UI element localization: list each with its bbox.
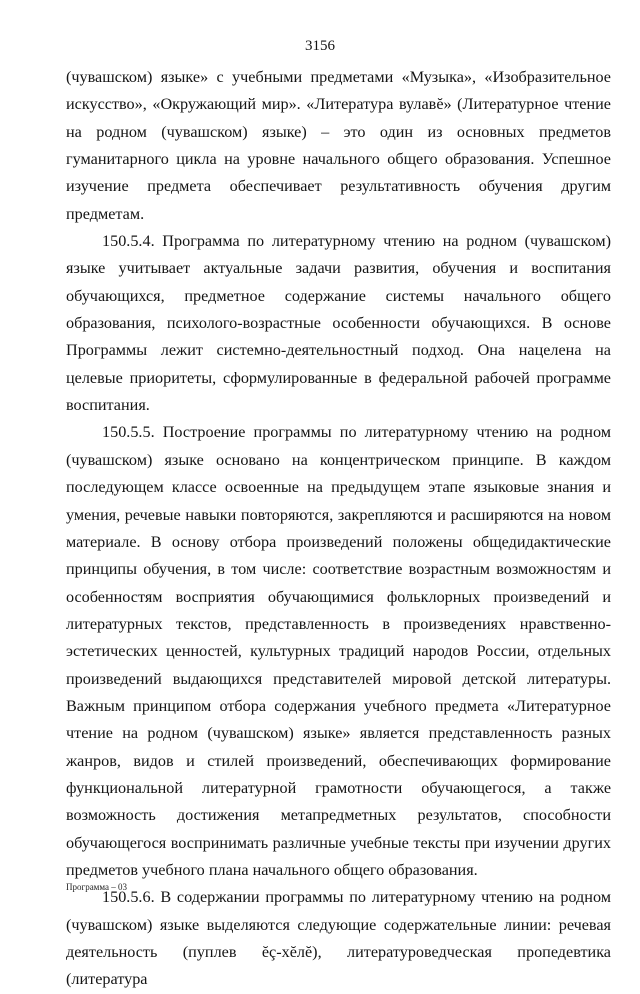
page-number: 3156 <box>305 38 335 54</box>
paragraph-continuation: (чувашском) языке» с учебными предметами «Музыка», «Изобразительное искусство», «Окружающий мир». «Литература вулавĕ» (Литературное чтение на родном (чувашском) языке) – это один из основных предметов гуманитарного цикла на уровне начального общего образования. Успешное изучение предмета обеспечивает результативность обучения другим предметам. <box>66 68 611 223</box>
page-footer: Программа – 03 <box>66 882 128 892</box>
document-body <box>66 64 611 994</box>
paragraph-150-5-5: 150.5.5. Построение программы по литературному чтению на родном (чувашском) языке основано на концентрическом принципе. В каждом последующем классе освоенные на предыдущем этапе языковые знания и умения, речевые навыки повторяются, закрепляются и расширяются на новом материале. В основу отбора произведений положены общедидактические принципы обучения, в том числе: соответствие возрастным возможностям и особенностям восприятия обучающимися фольклорных произведений и литературных текстов, представленность в произведениях нравственно-эстетических ценностей, культурных традиций народов России, отдельных произведений выдающихся представителей мировой детской литературы. Важным принципом отбора содержания учебного предмета «Литературное чтение на родном (чувашском) языке» является представленность разных жанров, видов и стилей произведений, обеспечивающих формирование функциональной литературной грамотности обучающегося, а также возможность достижения метапредметных результатов, способности обучающегося воспринимать различные учебные тексты при изучении других предметов учебного плана начального общего образования. <box>66 423 611 879</box>
paragraph-150-5-6: 150.5.6. В содержании программы по литературному чтению на родном (чувашском) языке выделяются следующие содержательные линии: речевая деятельность (пуплев ĕç-хĕлĕ), литературоведческая пропедевтика (литература <box>66 888 611 989</box>
paragraph-150-5-4: 150.5.4. Программа по литературному чтению на родном (чувашском) языке учитывает актуальные задачи развития, обучения и воспитания обучающихся, предметное содержание системы начального общего образования, психолого-возрастные особенности обучающихся. В основе Программы лежит системно-деятельностный подход. Она нацелена на целевые приоритеты, сформулированные в федеральной рабочей программе воспитания. <box>66 232 611 415</box>
